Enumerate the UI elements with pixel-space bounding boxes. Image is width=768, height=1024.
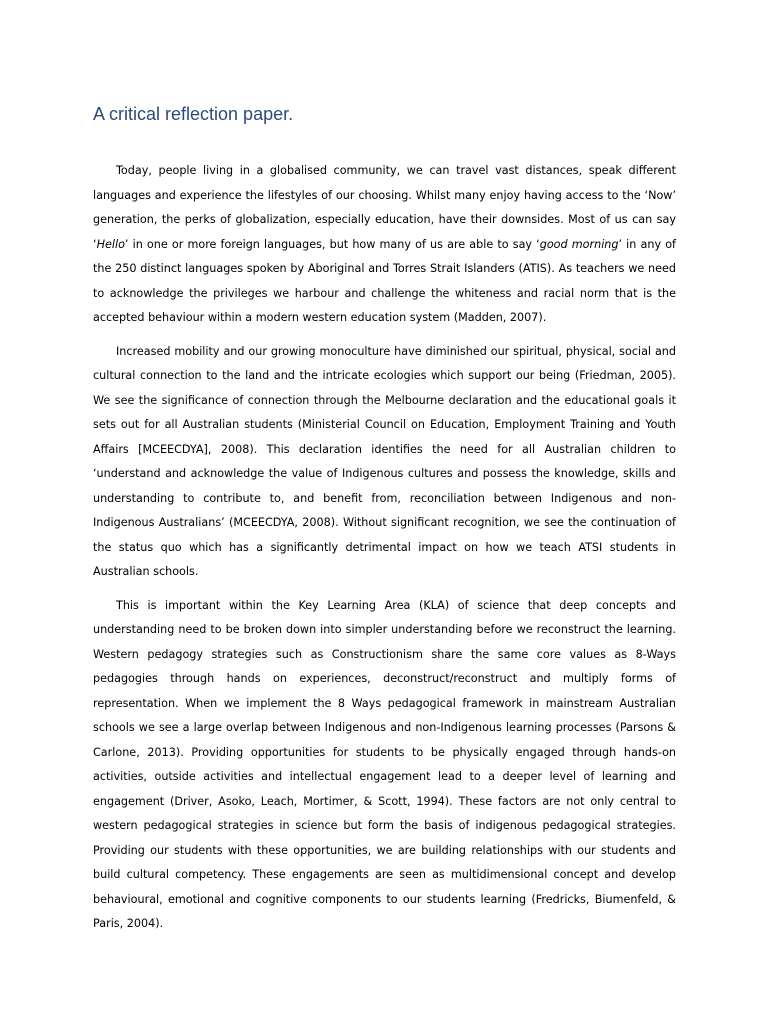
italic-text-run: good morning [539,237,619,251]
document-title: A critical reflection paper. [93,104,294,124]
paragraph-3 [93,594,676,937]
text-run: Today, people living in a globalised community, we can travel vast distances, speak different languages and experience the lifestyles of our choosing. Whilst many enjoy having access to the ‘Now’ generation, the perks of globalization, especially education, have their downsides. Most of us can say ‘ [93,164,676,251]
text-run: ’ in one or more foreign languages, but how many of us are able to say ‘ [124,237,540,251]
text-run: Increased mobility and our growing monoculture have diminished our spiritual, physical, social and cultural connection to the land and the intricate ecologies which support our being (Friedman, 2005). We see the significance of connection through the Melbourne declaration and the educational goals it sets out for all Australian students (Ministerial Council on Education, Employment Training and Youth Affairs [MCEECDYA], 2008). This declaration identifies the need for all Australian children to ‘understand and acknowledge the value of Indigenous cultures and possess the knowledge, skills and understanding to contribute to, and benefit from, reconciliation between Indigenous and non-Indigenous Australians’ (MCEECDYA, 2008). Without significant recognition, we see the continuation of the status quo which has a significantly detrimental impact on how we teach ATSI students in Australian schools. [93,344,676,578]
italic-text-run: Hello [96,237,125,251]
text-run: This is important within the Key Learning Area (KLA) of science that deep concepts and understanding need to be broken down into simpler understanding before we reconstruct the learning. Western pedagogy strategies such as Constructionism share the same core values as 8-Ways pedagogies through hands on experiences, deconstruct/reconstruct and multiply forms of representation. When we implement the 8 Ways pedagogical framework in mainstream Australian schools we see a large overlap between Indigenous and non-Indigenous learning processes (Parsons & Carlone, 2013). Providing opportunities for students to be physically engaged through hands-on activities, outside activities and intellectual engagement lead to a deeper level of learning and engagement (Driver, Asoko, Leach, Mortimer, & Scott, 1994). These factors are not only central to western pedagogical strategies in science but form the basis of indigenous pedagogical strategies. Providing our students with these opportunities, we are building relationships with our students and build cultural competency. These engagements are seen as multidimensional concept and develop behavioural, emotional and cognitive components to our students learning (Fredricks, Biumenfeld, & Paris, 2004). [93,598,676,930]
paragraph-2 [93,340,676,585]
text-run: ’ in any of the 250 distinct languages spoken by Aboriginal and Torres Strait Islanders (ATIS). As teachers we need to acknowledge the privileges we harbour and challenge the whiteness and racial norm that is the accepted behaviour within a modern western education system (Madden, 2007). [93,237,676,324]
document-body [93,159,676,937]
paragraph-1 [93,159,676,331]
